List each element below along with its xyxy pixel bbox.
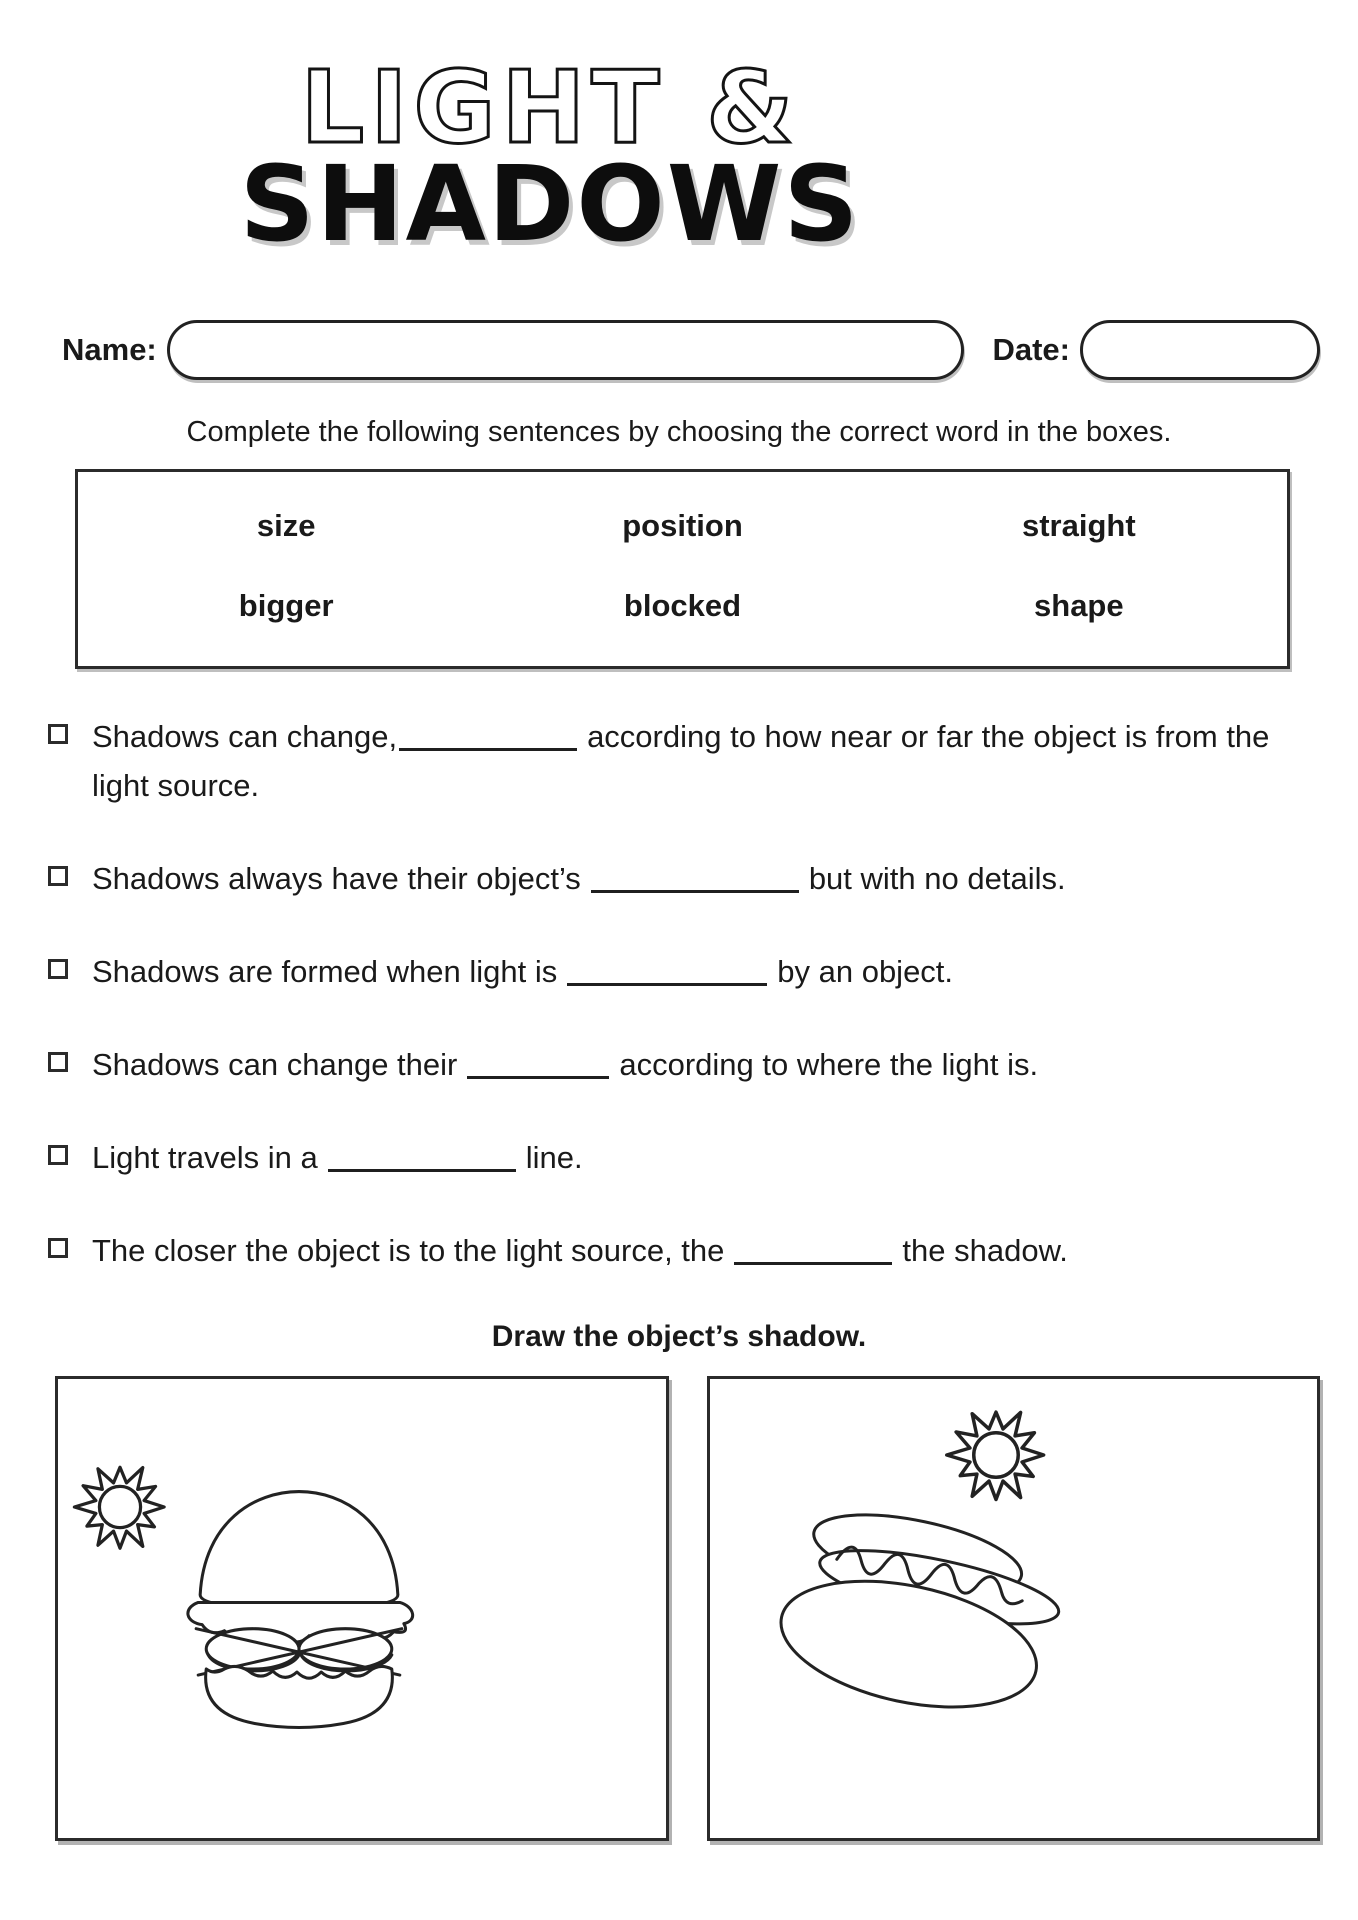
draw-instruction: Draw the object’s shadow. bbox=[491, 1319, 867, 1353]
date-label: Date: bbox=[992, 332, 1070, 367]
sentence-item bbox=[48, 1134, 1314, 1183]
sentence-list bbox=[48, 713, 1314, 1276]
sentence-text-before: Shadows always have their object’s bbox=[92, 860, 581, 896]
sentence-text-after: line. bbox=[525, 1139, 583, 1175]
name-label: Name: bbox=[62, 332, 157, 367]
word-bank-item: size bbox=[256, 508, 316, 543]
sentence-item bbox=[48, 855, 1314, 904]
draw-box-hot-dog[interactable] bbox=[707, 1376, 1321, 1841]
draw-boxes-row bbox=[55, 1376, 1320, 1841]
sentence-checkbox[interactable] bbox=[48, 1145, 68, 1165]
answer-blank[interactable] bbox=[399, 721, 577, 751]
sentence-text-after: according to where the light is. bbox=[619, 1046, 1039, 1082]
sentence-item bbox=[48, 948, 1314, 997]
hamburger-drawing bbox=[178, 1477, 420, 1735]
title-line1: LIGHT & bbox=[300, 49, 800, 166]
sentence-checkbox[interactable] bbox=[48, 866, 68, 886]
answer-blank[interactable] bbox=[328, 1142, 516, 1172]
sentence-text-after: the shadow. bbox=[902, 1232, 1068, 1268]
word-bank-item: bigger bbox=[238, 588, 334, 623]
word-bank-item: position bbox=[622, 508, 743, 543]
sentence-checkbox[interactable] bbox=[48, 1238, 68, 1258]
sentence-text-before: The closer the object is to the light source, the bbox=[92, 1232, 725, 1268]
sentence-text-before: Shadows can change their bbox=[92, 1046, 458, 1082]
word-bank-box bbox=[75, 469, 1290, 669]
worksheet-title bbox=[0, 40, 1100, 265]
word-bank-item: blocked bbox=[623, 588, 742, 623]
answer-blank[interactable] bbox=[467, 1049, 609, 1079]
answer-blank[interactable] bbox=[591, 863, 799, 893]
draw-box-hamburger[interactable] bbox=[55, 1376, 669, 1841]
sentence-text-after: according to how near or far the object is from the light source. bbox=[92, 719, 1270, 803]
sentence-item bbox=[48, 1227, 1314, 1276]
hot-dog-drawing bbox=[776, 1491, 1076, 1741]
sentence-checkbox[interactable] bbox=[48, 959, 68, 979]
word-bank-item: shape bbox=[1034, 588, 1124, 623]
date-input[interactable] bbox=[1080, 320, 1320, 380]
sentence-checkbox[interactable] bbox=[48, 1052, 68, 1072]
sentence-item bbox=[48, 1041, 1314, 1090]
instruction-text: Complete the following sentences by choosing the correct word in the boxes. bbox=[186, 416, 1172, 448]
sentence-text-after: but with no details. bbox=[808, 860, 1066, 896]
name-input[interactable] bbox=[167, 320, 965, 380]
title-line2: SHADOWS bbox=[239, 143, 861, 265]
sentence-item bbox=[48, 713, 1314, 811]
sentence-text-before: Shadows are formed when light is bbox=[92, 953, 558, 989]
sentence-checkbox[interactable] bbox=[48, 724, 68, 744]
answer-blank[interactable] bbox=[567, 956, 767, 986]
word-bank-item: straight bbox=[1021, 508, 1136, 543]
name-date-row bbox=[62, 320, 1320, 380]
sentence-text-before: Shadows can change, bbox=[92, 719, 398, 754]
answer-blank[interactable] bbox=[734, 1235, 892, 1265]
sentence-text-after: by an object. bbox=[777, 953, 954, 989]
sun-icon bbox=[70, 1457, 170, 1557]
sentence-text-before: Light travels in a bbox=[92, 1139, 318, 1175]
